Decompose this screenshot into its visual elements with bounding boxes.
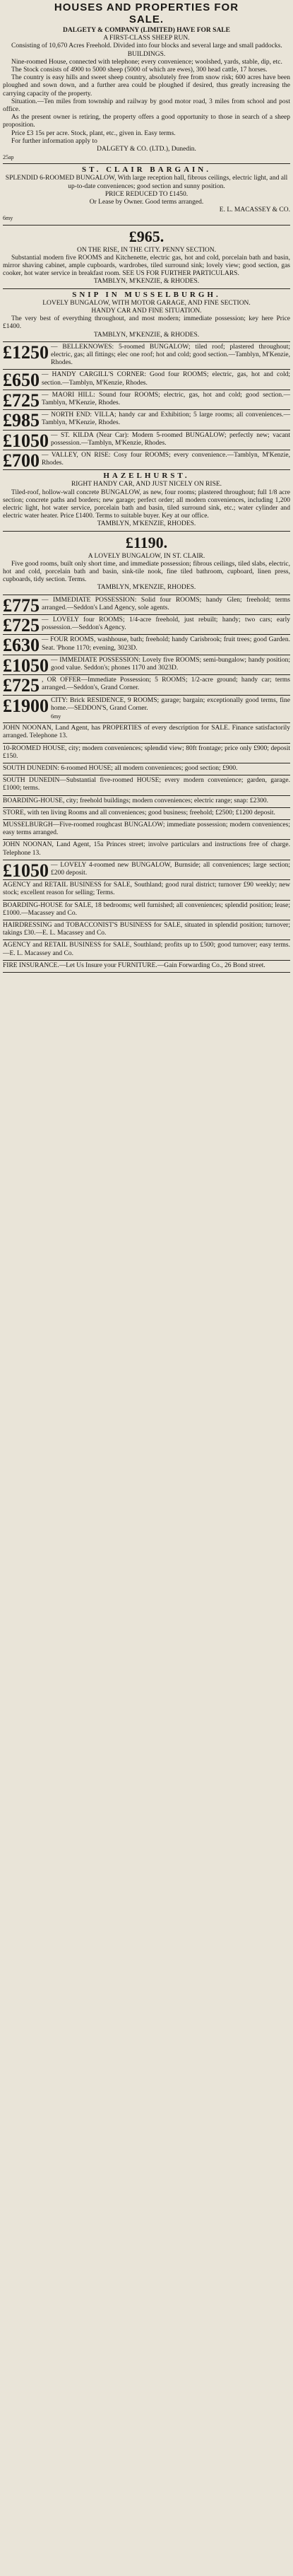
classified-ad	[3, 744, 290, 763]
ad-text: £725 — LOVELY four ROOMS; 1/4-acre freehold, just rebuilt; handy; two cars; early possession.—Seddon's Agency.	[3, 614, 290, 636]
classified-ad	[3, 595, 290, 615]
ad-text: 25ap	[3, 154, 14, 161]
ad-text: Substantial modern five ROOMS and Kitchenette, electric gas, hot and cold, porcelain bath and basin, mirror shaving cabinet, ample cupboards, wardrobes, tiled surround sink; lovely view; good section, gas cooker, hot water service in breakfast room. SEE US FOR FURTHER PARTICULARS.	[3, 254, 290, 278]
classified-ad	[3, 880, 290, 900]
ad-text: £1250 — BELLEKNOWES: 5-roomed BUNGALOW; tiled roof; plastered throughout; electric, gas; all fittings; elec one roof; hot and cold; good section.—Tamblyn, M'Kenzie, Rhodes.	[3, 341, 290, 367]
ad-text: £725 , OR OFFER—Immediate Possession; 5 ROOMS; 1/2-acre ground; handy car; terms arranged.—Seddon's, Grand Corner.	[3, 675, 290, 696]
ad-text: PRICE REDUCED TO £1450.	[104, 190, 189, 198]
ad-text: The very best of everything throughout, and most modern; immediate possession; key here Price £1400.	[3, 315, 290, 331]
ad-text: LOVELY BUNGALOW, WITH MOTOR GARAGE, AND FINE SECTION.	[42, 299, 251, 307]
ad-lead-price: £1050	[3, 860, 49, 881]
ad-lead-price: £650	[3, 370, 40, 391]
ad-lead-price: £985	[3, 410, 40, 431]
classified-ad	[3, 390, 290, 410]
ad-text: £630 — FOUR ROOMS, washhouse, bath; freehold; handy Carisbrook; fruit trees; good Garden. Seat. 'Phone 1170; evening, 3023D.	[3, 635, 290, 656]
section-heading	[3, 1, 290, 25]
classified-ad	[3, 961, 290, 973]
ad-text: TAMBLYN, M'KENZIE, & RHODES.	[93, 278, 200, 286]
ad-text: The Stock consists of 4900 to 5000 sheep (5000 of which are ewes), 300 head cattle, 17 horses.	[11, 66, 268, 74]
ad-text: AGENCY and RETAIL BUSINESS for SALE, Southland; good rural district; turnover £90 weekly; new stock; excellent reason for selling; Terms.	[3, 882, 290, 897]
ad-lead-price: £1900	[3, 695, 49, 716]
ad-lead-price: £725	[3, 614, 40, 636]
ad-text: £725 — MAORI HILL: Sound four ROOMS; electric, gas, hot and cold; good section.—Tamblyn, M'Kenzie, Rhodes.	[3, 390, 290, 411]
ad-text: AGENCY and RETAIL BUSINESS for SALE, Southland; profits up to £500; good turnover; easy terms.—E. L. Macassey and Co.	[3, 942, 290, 957]
classified-ad	[3, 723, 290, 743]
ad-lead-price: £1250	[3, 341, 49, 363]
ad-text: £775 — IMMEDIATE POSSESSION: Solid four ROOMS; handy Glen; freehold; terms arranged.—Seddon's Land Agency, sole agents.	[3, 595, 290, 616]
ad-text: Five good rooms, built only short time, and immediate possession; fibrous ceilings, tiled slabs, electric, hot and cold, porcelain bath and basin, sink-tile nook, fine tiled bathroom, cupboard, linen press, cupboards, tidy section. Terms.	[3, 560, 290, 584]
classified-ad	[3, 615, 290, 635]
classified-ad	[3, 370, 290, 390]
ad-text: A FIRST-CLASS SHEEP RUN.	[103, 35, 190, 42]
classified-ad	[3, 164, 290, 225]
classified-ad	[3, 342, 290, 370]
ad-text: £1050 — IMMEDIATE POSSESSION: Lovely five ROOMS; semi-bungalow; handy position; good value. Seddon's; phones 1170 and 3023D.	[3, 655, 290, 676]
ad-lead-price: £1050	[3, 655, 49, 676]
classified-ad	[3, 775, 290, 795]
ad-text: Tiled-roof, hollow-wall concrete BUNGALOW, as new, four rooms; plastered throughout; full 1/8 acre section; concrete paths and borders; new garage; perfect order; all modern conveniences, including 1,200 electric light, hot water service, porcelain bath and basin, tiled surround sink, etc.; water cylinder and electric water heater. Price £1400. Terms to suitable buyer. Key at our office.	[3, 488, 290, 520]
ad-text: SOUTH DUNEDIN—Substantial five-roomed HOUSE; every modern convenience; garden, garage. £1000; terms.	[3, 777, 290, 792]
ad-text: FIRE INSURANCE.—Let Us Insure your FURNITURE.—Gain Forwarding Co., 26 Bond street.	[3, 961, 265, 969]
ad-text: SNIP IN MUSSELBURGH.	[72, 290, 221, 299]
classified-ad	[3, 675, 290, 695]
ad-text: MUSSELBURGH—Five-roomed roughcast BUNGALOW; immediate possession; modern conveniences; easy terms arranged.	[3, 821, 290, 837]
ad-text: A LOVELY BUNGALOW, IN ST. CLAIR.	[88, 552, 205, 560]
classified-ad	[3, 289, 290, 342]
ad-text: 10-ROOMED HOUSE, city; modern conveniences; splendid view; 80ft frontage; price only £900; deposit £150.	[3, 744, 290, 760]
ad-text: HANDY CAR AND FINE SITUATION.	[91, 307, 202, 315]
ad-text: £1050 — ST. KILDA (Near Car): Modern 5-roomed BUNGALOW; perfectly new; vacant possession.—Tamblyn, M'Kenzie, Rhodes.	[3, 430, 290, 451]
ad-text: DALGETY & CO. (LTD.), Dunedin.	[97, 146, 196, 153]
ad-text: £1900 CITY: Brick RESIDENCE, 9 ROOMS; garage; bargain; exceptionally good terms, fine home.—SEDDON'S, Grand Corner.	[3, 695, 290, 716]
classified-ad	[3, 431, 290, 450]
ad-price-heading: £965.	[128, 227, 165, 245]
ad-text: TAMBLYN, M'KENZIE, & RHODES.	[93, 331, 200, 339]
ad-text: HAIRDRESSING and TOBACCONIST'S BUSINESS for SALE, situated in splendid position; turnover; takings £30.—E. L. Macassey and Co.	[3, 922, 290, 937]
classified-ad	[3, 763, 290, 775]
classified-ad	[3, 450, 290, 470]
classified-ad	[3, 410, 290, 430]
ad-text: SOUTH DUNEDIN: 6-roomed HOUSE; all modern conveniences; good section; £900.	[3, 765, 238, 773]
classified-ad	[3, 808, 290, 820]
ad-text: TAMBLYN, M'KENZIE, RHODES.	[97, 520, 196, 528]
ad-lead-price: £700	[3, 450, 40, 471]
ad-text: For further information apply to	[11, 137, 97, 145]
classified-ad	[3, 860, 290, 880]
ad-text: STORE, with ten living Rooms and all conveniences; good business; freehold; £2500; £1200 deposit.	[3, 809, 275, 816]
ad-text: Situation.—Ten miles from township and railway by good motor road, 3 miles from school and post office.	[3, 98, 290, 114]
ad-text: £1050 — LOVELY 4-roomed new BUNGALOW, Burnside; all conveniences; large section; £200 deposit.	[3, 860, 290, 881]
ad-text: £985 — NORTH END: VILLA; handy car and Exhibition; 5 large rooms; all conveniences.—Tamblyn, M'Kenzie, Rhodes.	[3, 410, 290, 431]
ad-lead-price: £725	[3, 675, 40, 696]
ad-lead-price: £725	[3, 390, 40, 411]
classified-ad	[3, 820, 290, 840]
ad-lead-price: £630	[3, 635, 40, 656]
ad-text: ON THE RISE, IN THE CITY. PENNY SECTION.	[76, 246, 217, 254]
ad-text: Nine-roomed House, connected with telephone; every convenience; woolshed, yards, stable, dip, etc.	[11, 58, 282, 66]
ad-text: £650 — HANDY CARGILL'S CORNER: Good four ROOMS; electric, gas, hot and cold; section.—Tamblyn, M'Kenzie, Rhodes.	[3, 370, 290, 391]
classified-ad	[3, 532, 290, 595]
ad-text: SPLENDID 6-ROOMED BUNGALOW, With large reception hall, fibrous ceilings, electric light, and all up-to-date conveniences; good section and sunny position.	[5, 175, 288, 190]
heading-line-2: SALE.	[128, 13, 165, 25]
ad-text: BUILDINGS.	[127, 50, 166, 58]
classified-ad	[3, 25, 290, 164]
ad-text: DALGETY & COMPANY (LIMITED) HAVE FOR SALE	[63, 27, 230, 34]
ad-text: ST. CLAIR BARGAIN.	[81, 165, 212, 175]
classified-ad	[3, 470, 290, 531]
ad-price-heading: £1190.	[125, 533, 168, 551]
classified-ad	[3, 635, 290, 655]
classified-ad	[3, 696, 290, 724]
ad-text: Consisting of 10,670 Acres Freehold. Divided into four blocks and several large and small paddocks.	[11, 42, 282, 50]
ad-text: E. L. MACASSEY & CO.	[219, 206, 290, 214]
ad-text: TAMBLYN, M'KENZIE, RHODES.	[97, 584, 196, 592]
classified-ad	[3, 901, 290, 920]
ad-text: As the present owner is retiring, the property offers a good opportunity to those in search of a sheep proposition.	[3, 114, 290, 129]
ad-text: HAZELHURST.	[103, 472, 190, 481]
ad-text: £700 — VALLEY, ON RISE: Cosy four ROOMS; every convenience.—Tamblyn, M'Kenzie, Rhodes.	[3, 450, 290, 471]
ad-text: Price £3 15s per acre. Stock, plant, etc., given in. Easy terms.	[11, 129, 176, 137]
ad-text: BOARDING-HOUSE for SALE, 18 bedrooms; well furnished; all conveniences; splendid position; lease; £1000.—Macassey and Co.	[3, 901, 290, 917]
classified-ad	[3, 796, 290, 808]
ad-text: JOHN NOONAN, Land Agent, has PROPERTIES of every description for SALE. Finance satisfactorily arranged. Telephone 13.	[3, 725, 290, 740]
ad-text: 6my	[3, 215, 13, 222]
classified-ad	[3, 226, 290, 289]
ad-text: RIGHT HANDY CAR, AND JUST NICELY ON RISE.	[71, 481, 222, 488]
advertisements	[3, 25, 290, 973]
ad-text: JOHN NOONAN, Land Agent, 15a Princes street; involve particulars and instructions free of charge. Telephone 13.	[3, 841, 290, 857]
ad-text: Or Lease by Owner. Good terms arranged.	[89, 199, 204, 206]
classified-ad	[3, 655, 290, 675]
ad-text: BOARDING-HOUSE, city; freehold buildings; modern conveniences; electric range; snap: £2300.	[3, 797, 268, 804]
heading-line-1: HOUSES AND PROPERTIES FOR	[54, 1, 239, 13]
classified-ad	[3, 940, 290, 960]
ad-lead-price: £1050	[3, 430, 49, 451]
classified-ad	[3, 920, 290, 940]
classified-ad	[3, 840, 290, 860]
ad-lead-price: £775	[3, 595, 40, 616]
ad-text: The country is easy hills and sweet sheep country, absolutely free from snow risk; 600 acres have been ploughed and sown down, and a further area could be ploughed if desired, thus greatly increasing the carrying capacity of the property.	[3, 74, 290, 98]
ad-text: 6my	[51, 713, 61, 720]
